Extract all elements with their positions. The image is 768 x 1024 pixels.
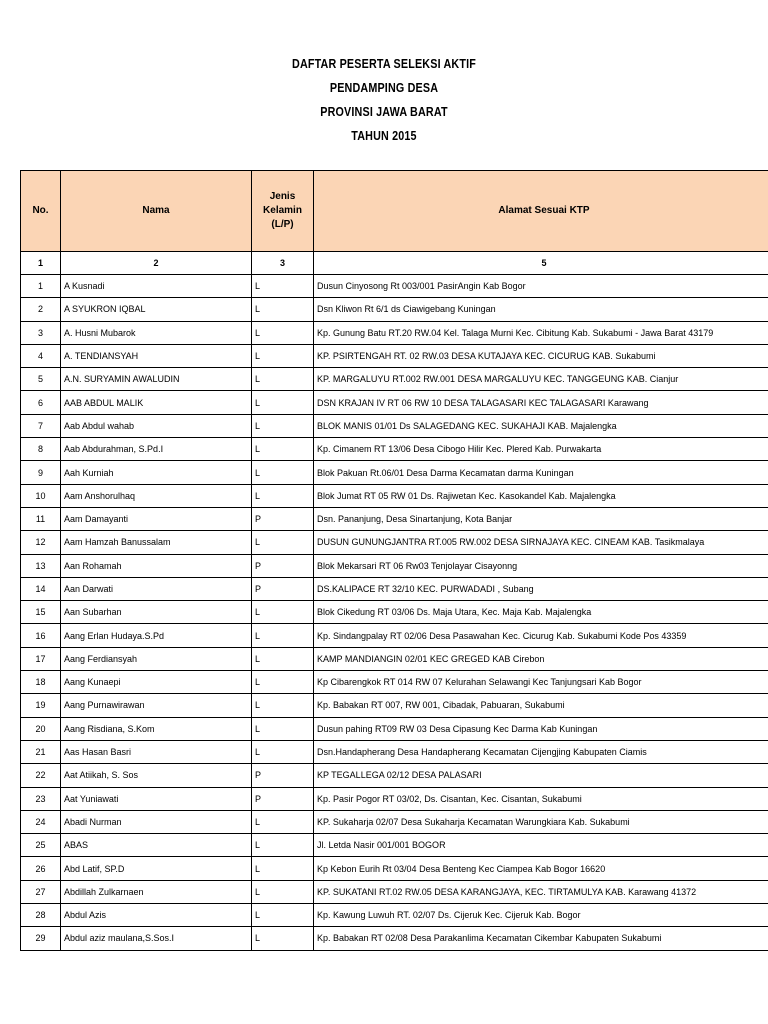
row-nama-cell: Aam Damayanti (61, 507, 252, 530)
row-jenis-kelamin-cell: L (252, 275, 314, 298)
row-jenis-kelamin-cell: L (252, 321, 314, 344)
row-alamat-cell: Kp Cibarengkok RT 014 RW 07 Kelurahan Selawangi Kec Tanjungsari Kab Bogor (314, 671, 768, 694)
row-alamat-cell: DS.KALIPACE RT 32/10 KEC. PURWADADI , Subang (314, 577, 768, 600)
row-nama-cell: Aan Rohamah (61, 554, 252, 577)
row-jenis-kelamin-cell: L (252, 298, 314, 321)
row-number-cell: 5 (21, 368, 61, 391)
row-number-cell: 24 (21, 810, 61, 833)
table-row (21, 904, 768, 927)
row-nama-cell: A. TENDIANSYAH (61, 344, 252, 367)
table-row (21, 764, 768, 787)
row-nama-cell: Aab Abdul wahab (61, 414, 252, 437)
row-number-cell: 4 (21, 344, 61, 367)
row-jenis-kelamin-cell: L (252, 810, 314, 833)
row-number-cell: 8 (21, 438, 61, 461)
row-alamat-cell: Dsn. Pananjung, Desa Sinartanjung, Kota Banjar (314, 507, 768, 530)
row-jenis-kelamin-cell: L (252, 601, 314, 624)
row-jenis-kelamin-cell: L (252, 624, 314, 647)
row-alamat-cell: DSN KRAJAN IV RT 06 RW 10 DESA TALAGASARI KEC TALAGASARI Karawang (314, 391, 768, 414)
row-jenis-kelamin-cell: L (252, 484, 314, 507)
column-number: 2 (61, 252, 252, 275)
row-jenis-kelamin-cell: L (252, 904, 314, 927)
table-row (21, 601, 768, 624)
row-nama-cell: Abadi Nurman (61, 810, 252, 833)
row-number-cell: 11 (21, 507, 61, 530)
table-row (21, 391, 768, 414)
table-row (21, 368, 768, 391)
row-number-cell: 7 (21, 414, 61, 437)
row-alamat-cell: Dsn Kliwon Rt 6/1 ds Ciawigebang Kuningan (314, 298, 768, 321)
row-jenis-kelamin-cell: L (252, 344, 314, 367)
row-jenis-kelamin-cell: L (252, 857, 314, 880)
row-nama-cell: A Kusnadi (61, 275, 252, 298)
row-jenis-kelamin-cell: L (252, 717, 314, 740)
row-number-cell: 18 (21, 671, 61, 694)
row-alamat-cell: Blok Pakuan Rt.06/01 Desa Darma Kecamatan darma Kuningan (314, 461, 768, 484)
row-number-cell: 3 (21, 321, 61, 344)
table-row (21, 787, 768, 810)
table-row (21, 810, 768, 833)
row-alamat-cell: Kp. Babakan RT 02/08 Desa Parakanlima Kecamatan Cikembar Kabupaten Sukabumi (314, 927, 768, 950)
row-number-cell: 26 (21, 857, 61, 880)
row-alamat-cell: Kp. Gunung Batu RT.20 RW.04 Kel. Talaga Murni Kec. Cibitung Kab. Sukabumi - Jawa Barat 43179 (314, 321, 768, 344)
row-nama-cell: Abdul aziz maulana,S.Sos.I (61, 927, 252, 950)
row-number-cell: 13 (21, 554, 61, 577)
title-line-1: DAFTAR PESERTA SELEKSI AKTIF (292, 57, 476, 71)
row-number-cell: 14 (21, 577, 61, 600)
row-alamat-cell: KP. PSIRTENGAH RT. 02 RW.03 DESA KUTAJAYA KEC. CICURUG KAB. Sukabumi (314, 344, 768, 367)
header-jenis-kelamin (252, 171, 314, 252)
row-jenis-kelamin-cell: P (252, 787, 314, 810)
row-jenis-kelamin-cell: P (252, 764, 314, 787)
table-row (21, 717, 768, 740)
row-nama-cell: Aang Kunaepi (61, 671, 252, 694)
table-row (21, 880, 768, 903)
row-nama-cell: Aam Anshorulhaq (61, 484, 252, 507)
row-number-cell: 9 (21, 461, 61, 484)
participant-table (20, 170, 768, 951)
header-no: No. (21, 171, 61, 252)
table-header-row (21, 171, 768, 252)
row-nama-cell: Aab Abdurahman, S.Pd.I (61, 438, 252, 461)
row-number-cell: 1 (21, 275, 61, 298)
row-jenis-kelamin-cell: L (252, 834, 314, 857)
table-row (21, 461, 768, 484)
row-jenis-kelamin-cell: L (252, 647, 314, 670)
row-alamat-cell: Dsn.Handapherang Desa Handapherang Kecamatan Cijengjing Kabupaten Ciamis (314, 740, 768, 763)
row-number-cell: 20 (21, 717, 61, 740)
row-number-cell: 12 (21, 531, 61, 554)
column-number-row (21, 252, 768, 275)
row-alamat-cell: Dusun Cinyosong Rt 003/001 PasirAngin Kab Bogor (314, 275, 768, 298)
column-number: 1 (21, 252, 61, 275)
row-jenis-kelamin-cell: L (252, 438, 314, 461)
row-nama-cell: Aan Subarhan (61, 601, 252, 624)
table-row (21, 321, 768, 344)
row-alamat-cell: BLOK MANIS 01/01 Ds SALAGEDANG KEC. SUKAHAJI KAB. Majalengka (314, 414, 768, 437)
column-number: 5 (314, 252, 768, 275)
table-row (21, 834, 768, 857)
header-alamat: Alamat Sesuai KTP (314, 171, 768, 252)
row-number-cell: 16 (21, 624, 61, 647)
row-nama-cell: Aang Risdiana, S.Kom (61, 717, 252, 740)
header-jenis-kelamin-text: Jenis Kelamin (L/P) (263, 191, 302, 230)
row-nama-cell: AAB ABDUL MALIK (61, 391, 252, 414)
row-alamat-cell: Kp. Pasir Pogor RT 03/02, Ds. Cisantan, Kec. Cisantan, Sukabumi (314, 787, 768, 810)
row-jenis-kelamin-cell: L (252, 740, 314, 763)
table-row (21, 624, 768, 647)
row-number-cell: 27 (21, 880, 61, 903)
row-nama-cell: Aat Atiikah, S. Sos (61, 764, 252, 787)
table-row (21, 647, 768, 670)
table-row (21, 344, 768, 367)
row-number-cell: 28 (21, 904, 61, 927)
row-jenis-kelamin-cell: L (252, 368, 314, 391)
row-alamat-cell: Blok Mekarsari RT 06 Rw03 Tenjolayar Cisayonng (314, 554, 768, 577)
row-nama-cell: Abd Latif, SP.D (61, 857, 252, 880)
column-number: 3 (252, 252, 314, 275)
table-row (21, 554, 768, 577)
row-nama-cell: Aang Erlan Hudaya.S.Pd (61, 624, 252, 647)
row-number-cell: 17 (21, 647, 61, 670)
row-alamat-cell: Jl. Letda Nasir 001/001 BOGOR (314, 834, 768, 857)
row-jenis-kelamin-cell: P (252, 554, 314, 577)
row-jenis-kelamin-cell: L (252, 671, 314, 694)
row-jenis-kelamin-cell: L (252, 927, 314, 950)
row-nama-cell: A. Husni Mubarok (61, 321, 252, 344)
row-alamat-cell: Kp. Babakan RT 007, RW 001, Cibadak, Pabuaran, Sukabumi (314, 694, 768, 717)
table-row (21, 740, 768, 763)
row-number-cell: 23 (21, 787, 61, 810)
row-nama-cell: A.N. SURYAMIN AWALUDIN (61, 368, 252, 391)
row-nama-cell: A SYUKRON IQBAL (61, 298, 252, 321)
title-line-4: TAHUN 2015 (351, 129, 417, 143)
table-row (21, 484, 768, 507)
row-alamat-cell: Blok Jumat RT 05 RW 01 Ds. Rajiwetan Kec. Kasokandel Kab. Majalengka (314, 484, 768, 507)
table-row (21, 275, 768, 298)
title-line-2: PENDAMPING DESA (329, 81, 439, 95)
table-row (21, 857, 768, 880)
row-jenis-kelamin-cell: L (252, 461, 314, 484)
table-row (21, 577, 768, 600)
row-alamat-cell: KP. SUKATANI RT.02 RW.05 DESA KARANGJAYA, KEC. TIRTAMULYA KAB. Karawang 41372 (314, 880, 768, 903)
row-jenis-kelamin-cell: P (252, 577, 314, 600)
row-alamat-cell: Blok Cikedung RT 03/06 Ds. Maja Utara, Kec. Maja Kab. Majalengka (314, 601, 768, 624)
row-alamat-cell: Kp. Kawung Luwuh RT. 02/07 Ds. Cijeruk Kec. Cijeruk Kab. Bogor (314, 904, 768, 927)
table-row (21, 927, 768, 950)
row-number-cell: 10 (21, 484, 61, 507)
row-nama-cell: Aan Darwati (61, 577, 252, 600)
row-nama-cell: Aang Ferdiansyah (61, 647, 252, 670)
row-jenis-kelamin-cell: L (252, 531, 314, 554)
row-alamat-cell: Kp Kebon Eurih Rt 03/04 Desa Benteng Kec Ciampea Kab Bogor 16620 (314, 857, 768, 880)
row-alamat-cell: Kp. Sindangpalay RT 02/06 Desa Pasawahan Kec. Cicurug Kab. Sukabumi Kode Pos 43359 (314, 624, 768, 647)
row-nama-cell: Aat Yuniawati (61, 787, 252, 810)
table-row (21, 298, 768, 321)
row-alamat-cell: Kp. Cimanem RT 13/06 Desa Cibogo Hilir Kec. Plered Kab. Purwakarta (314, 438, 768, 461)
row-nama-cell: Aam Hamzah Banussalam (61, 531, 252, 554)
row-number-cell: 21 (21, 740, 61, 763)
row-nama-cell: Abdillah Zulkarnaen (61, 880, 252, 903)
row-jenis-kelamin-cell: L (252, 880, 314, 903)
row-number-cell: 19 (21, 694, 61, 717)
row-jenis-kelamin-cell: L (252, 414, 314, 437)
row-number-cell: 25 (21, 834, 61, 857)
table-row (21, 531, 768, 554)
header-nama: Nama (61, 171, 252, 252)
row-alamat-cell: DUSUN GUNUNGJANTRA RT.005 RW.002 DESA SIRNAJAYA KEC. CINEAM KAB. Tasikmalaya (314, 531, 768, 554)
row-nama-cell: Aah Kurniah (61, 461, 252, 484)
row-jenis-kelamin-cell: P (252, 507, 314, 530)
title-line-3: PROVINSI JAWA BARAT (320, 105, 448, 119)
document-titles (0, 52, 768, 148)
row-jenis-kelamin-cell: L (252, 694, 314, 717)
row-jenis-kelamin-cell: L (252, 391, 314, 414)
row-nama-cell: Aas Hasan Basri (61, 740, 252, 763)
row-alamat-cell: Dusun pahing RT09 RW 03 Desa Cipasung Kec Darma Kab Kuningan (314, 717, 768, 740)
row-number-cell: 2 (21, 298, 61, 321)
table-row (21, 507, 768, 530)
table-row (21, 694, 768, 717)
row-nama-cell: ABAS (61, 834, 252, 857)
row-alamat-cell: KP. Sukaharja 02/07 Desa Sukaharja Kecamatan Warungkiara Kab. Sukabumi (314, 810, 768, 833)
table-row (21, 414, 768, 437)
row-number-cell: 22 (21, 764, 61, 787)
table-row (21, 671, 768, 694)
row-alamat-cell: KP TEGALLEGA 02/12 DESA PALASARI (314, 764, 768, 787)
row-alamat-cell: KP. MARGALUYU RT.002 RW.001 DESA MARGALUYU KEC. TANGGEUNG KAB. Cianjur (314, 368, 768, 391)
row-number-cell: 29 (21, 927, 61, 950)
row-nama-cell: Aang Purnawirawan (61, 694, 252, 717)
table-row (21, 438, 768, 461)
row-number-cell: 6 (21, 391, 61, 414)
row-nama-cell: Abdul Azis (61, 904, 252, 927)
row-number-cell: 15 (21, 601, 61, 624)
row-alamat-cell: KAMP MANDIANGIN 02/01 KEC GREGED KAB Cirebon (314, 647, 768, 670)
